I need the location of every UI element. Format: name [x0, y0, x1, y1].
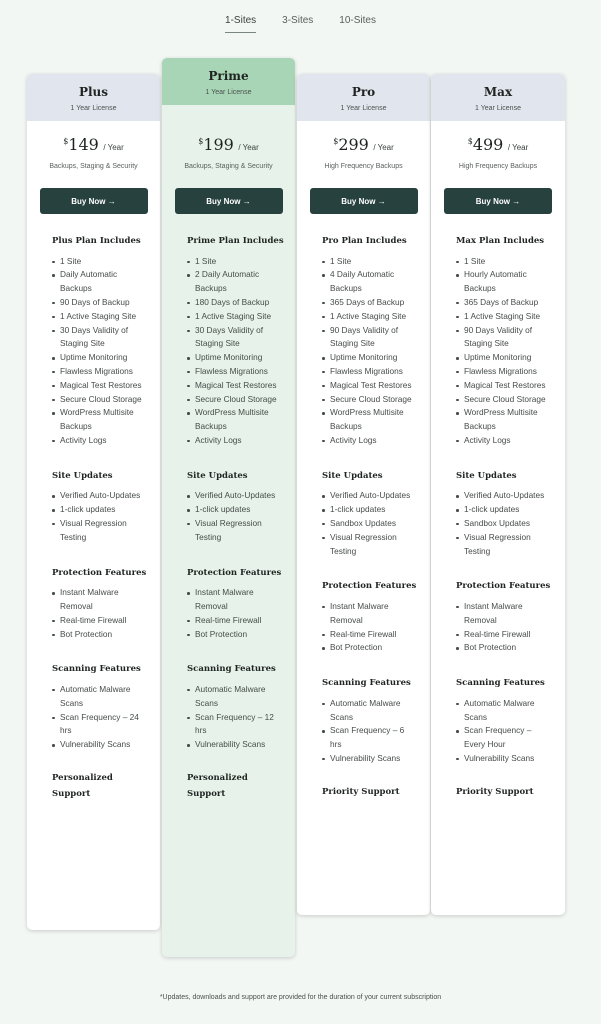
list-item: 4 Daily Automatic Backups — [322, 268, 414, 296]
updates-title: Site Updates — [187, 470, 248, 481]
updates-title: Site Updates — [456, 470, 517, 481]
price-currency: $ — [333, 137, 339, 146]
list-item: Vulnerability Scans — [456, 752, 548, 766]
list-item: 1 Site — [456, 255, 548, 269]
list-item: Magical Test Restores — [187, 379, 279, 393]
list-item: 1 Site — [52, 255, 144, 269]
list-item: Instant Malware Removal — [456, 600, 548, 628]
includes-title: Max Plan Includes — [456, 236, 545, 246]
price-period: / Year — [238, 143, 259, 152]
plan-license: 1 Year License — [205, 89, 252, 96]
plan-header — [162, 58, 295, 105]
list-item: 365 Days of Backup — [456, 296, 548, 310]
includes-list — [187, 255, 295, 448]
list-item: Scan Frequency – 6 hrs — [322, 724, 414, 752]
plan-card-plus — [27, 74, 160, 930]
protection-list — [187, 586, 295, 641]
list-item: Sandbox Updates — [322, 517, 414, 531]
includes-title: Plus Plan Includes — [52, 236, 141, 246]
list-item: Daily Automatic Backups — [52, 268, 144, 296]
includes-list — [456, 255, 565, 448]
list-item: Bot Protection — [52, 628, 144, 642]
tab-3-sites[interactable]: 3-Sites — [282, 15, 314, 26]
list-item: Vulnerability Scans — [52, 738, 144, 752]
list-item: Visual Regression Testing — [456, 531, 548, 559]
list-item: 1-click updates — [456, 503, 548, 517]
list-item: Verified Auto-Updates — [456, 489, 548, 503]
plan-features — [297, 235, 430, 800]
list-item: 1 Active Staging Site — [52, 310, 144, 324]
scanning-title: Scanning Features — [52, 664, 141, 675]
protection-title: Protection Features — [52, 567, 147, 578]
plan-price — [297, 137, 430, 154]
list-item: Visual Regression Testing — [52, 517, 144, 545]
list-item: Activity Logs — [322, 434, 414, 448]
scanning-list — [322, 697, 430, 766]
list-item: 30 Days Validity of Staging Site — [187, 324, 279, 352]
scanning-list — [456, 697, 565, 766]
updates-list — [456, 489, 565, 558]
protection-title: Protection Features — [322, 581, 417, 592]
protection-title: Protection Features — [187, 567, 282, 578]
list-item: Uptime Monitoring — [52, 351, 144, 365]
list-item: 90 Days Validity of Staging Site — [322, 324, 414, 352]
list-item: Automatic Malware Scans — [456, 697, 548, 725]
list-item: 30 Days Validity of Staging Site — [52, 324, 144, 352]
list-item: Activity Logs — [52, 434, 144, 448]
plan-name: Prime — [208, 69, 249, 83]
plan-price — [431, 137, 565, 154]
list-item: Scan Frequency – 24 hrs — [52, 711, 144, 739]
price-currency: $ — [198, 137, 204, 146]
list-item: Activity Logs — [187, 434, 279, 448]
price-amount: 299 — [338, 135, 369, 154]
list-item: WordPress Multisite Backups — [456, 406, 548, 434]
subscription-footnote: *Updates, downloads and support are provided for the duration of your current subscription — [159, 994, 442, 1001]
list-item: Flawless Migrations — [187, 365, 279, 379]
support-level: Priority Support — [322, 786, 400, 797]
list-item: Sandbox Updates — [456, 517, 548, 531]
list-item: Secure Cloud Storage — [322, 393, 414, 407]
support-level: Personalized Support — [52, 772, 113, 799]
list-item: 1-click updates — [322, 503, 414, 517]
price-period: / Year — [507, 143, 529, 152]
plan-name: Pro — [351, 85, 376, 99]
list-item: Real-time Firewall — [52, 614, 144, 628]
list-item: Real-time Firewall — [187, 614, 279, 628]
plan-price — [162, 137, 295, 154]
buy-now-button[interactable]: Buy Now → — [40, 188, 148, 214]
list-item: Activity Logs — [456, 434, 548, 448]
list-item: Verified Auto-Updates — [322, 489, 414, 503]
plan-name: Max — [483, 85, 513, 99]
includes-list — [322, 255, 430, 448]
price-amount: 149 — [68, 135, 99, 154]
plan-name: Plus — [78, 85, 109, 99]
updates-title: Site Updates — [322, 470, 383, 481]
list-item: Hourly Automatic Backups — [456, 268, 548, 296]
price-period: / Year — [103, 143, 124, 152]
list-item: 1 Active Staging Site — [322, 310, 414, 324]
list-item: 1 Site — [322, 255, 414, 269]
list-item: Instant Malware Removal — [187, 586, 279, 614]
updates-title: Site Updates — [52, 470, 113, 481]
plan-tagline: Backups, Staging & Security — [184, 163, 273, 170]
price-currency: $ — [467, 137, 473, 146]
plan-tagline: High Frequency Backups — [324, 163, 403, 170]
list-item: Uptime Monitoring — [456, 351, 548, 365]
list-item: 180 Days of Backup — [187, 296, 279, 310]
includes-list — [52, 255, 160, 448]
price-currency: $ — [63, 137, 69, 146]
protection-list — [322, 600, 430, 655]
protection-list — [52, 586, 160, 641]
includes-title: Prime Plan Includes — [187, 236, 284, 246]
scanning-title: Scanning Features — [456, 678, 545, 689]
list-item: 1 Active Staging Site — [187, 310, 279, 324]
list-item: Magical Test Restores — [456, 379, 548, 393]
support-level: Personalized Support — [187, 772, 248, 799]
list-item: Secure Cloud Storage — [187, 393, 279, 407]
list-item: Automatic Malware Scans — [187, 683, 279, 711]
list-item: Secure Cloud Storage — [456, 393, 548, 407]
scanning-title: Scanning Features — [187, 664, 276, 675]
tab-10-sites[interactable]: 10-Sites — [339, 15, 376, 26]
list-item: Verified Auto-Updates — [187, 489, 279, 503]
list-item: Magical Test Restores — [322, 379, 414, 393]
list-item: 365 Days of Backup — [322, 296, 414, 310]
scanning-list — [187, 683, 295, 752]
price-amount: 499 — [472, 135, 504, 154]
plan-features — [431, 235, 565, 800]
site-count-tabs — [0, 14, 601, 33]
list-item: 1 Site — [187, 255, 279, 269]
list-item: Flawless Migrations — [52, 365, 144, 379]
list-item: 90 Days of Backup — [52, 296, 144, 310]
list-item: 90 Days Validity of Staging Site — [456, 324, 548, 352]
scanning-title: Scanning Features — [322, 678, 411, 689]
list-item: Verified Auto-Updates — [52, 489, 144, 503]
list-item: Flawless Migrations — [322, 365, 414, 379]
plan-card-prime — [162, 58, 295, 957]
list-item: Magical Test Restores — [52, 379, 144, 393]
protection-list — [456, 600, 565, 655]
includes-title: Pro Plan Includes — [322, 236, 407, 246]
list-item: Real-time Firewall — [456, 628, 548, 642]
scanning-list — [52, 683, 160, 752]
list-item: Flawless Migrations — [456, 365, 548, 379]
list-item: Visual Regression Testing — [322, 531, 414, 559]
plan-features — [27, 235, 160, 802]
plan-tagline: High Frequency Backups — [458, 163, 538, 170]
list-item: 1-click updates — [187, 503, 279, 517]
plan-header — [27, 74, 160, 121]
list-item: 1 Active Staging Site — [456, 310, 548, 324]
plan-price — [27, 137, 160, 154]
list-item: WordPress Multisite Backups — [322, 406, 414, 434]
list-item: 2 Daily Automatic Backups — [187, 268, 279, 296]
plan-card-max — [431, 74, 565, 915]
price-period: / Year — [373, 143, 394, 152]
list-item: Secure Cloud Storage — [52, 393, 144, 407]
plan-header — [431, 74, 565, 121]
list-item: Automatic Malware Scans — [322, 697, 414, 725]
list-item: Vulnerability Scans — [187, 738, 279, 752]
list-item: Bot Protection — [456, 641, 548, 655]
plan-header — [297, 74, 430, 121]
list-item: Automatic Malware Scans — [52, 683, 144, 711]
list-item: Scan Frequency – Every Hour — [456, 724, 548, 752]
list-item: Instant Malware Removal — [322, 600, 414, 628]
list-item: Bot Protection — [187, 628, 279, 642]
plan-features — [162, 235, 295, 802]
list-item: 1-click updates — [52, 503, 144, 517]
list-item: Bot Protection — [322, 641, 414, 655]
list-item: Instant Malware Removal — [52, 586, 144, 614]
updates-list — [52, 489, 160, 544]
updates-list — [322, 489, 430, 558]
protection-title: Protection Features — [456, 581, 551, 592]
buy-now-button[interactable]: Buy Now → — [175, 188, 283, 214]
buy-now-button[interactable]: Buy Now → — [310, 188, 418, 214]
list-item: WordPress Multisite Backups — [187, 406, 279, 434]
list-item: Uptime Monitoring — [187, 351, 279, 365]
list-item: Real-time Firewall — [322, 628, 414, 642]
list-item: Vulnerability Scans — [322, 752, 414, 766]
plan-tagline: Backups, Staging & Security — [49, 163, 138, 170]
buy-now-button[interactable]: Buy Now → — [444, 188, 552, 214]
list-item: WordPress Multisite Backups — [52, 406, 144, 434]
updates-list — [187, 489, 295, 544]
plan-license: 1 Year License — [340, 105, 387, 112]
tab-1-sites[interactable]: 1-Sites — [225, 14, 256, 33]
list-item: Scan Frequency – 12 hrs — [187, 711, 279, 739]
plan-license: 1 Year License — [475, 105, 521, 112]
list-item: Uptime Monitoring — [322, 351, 414, 365]
plan-card-pro — [297, 74, 430, 915]
list-item: Visual Regression Testing — [187, 517, 279, 545]
price-amount: 199 — [203, 135, 234, 154]
support-level: Priority Support — [456, 786, 534, 797]
plan-license: 1 Year License — [70, 105, 117, 112]
